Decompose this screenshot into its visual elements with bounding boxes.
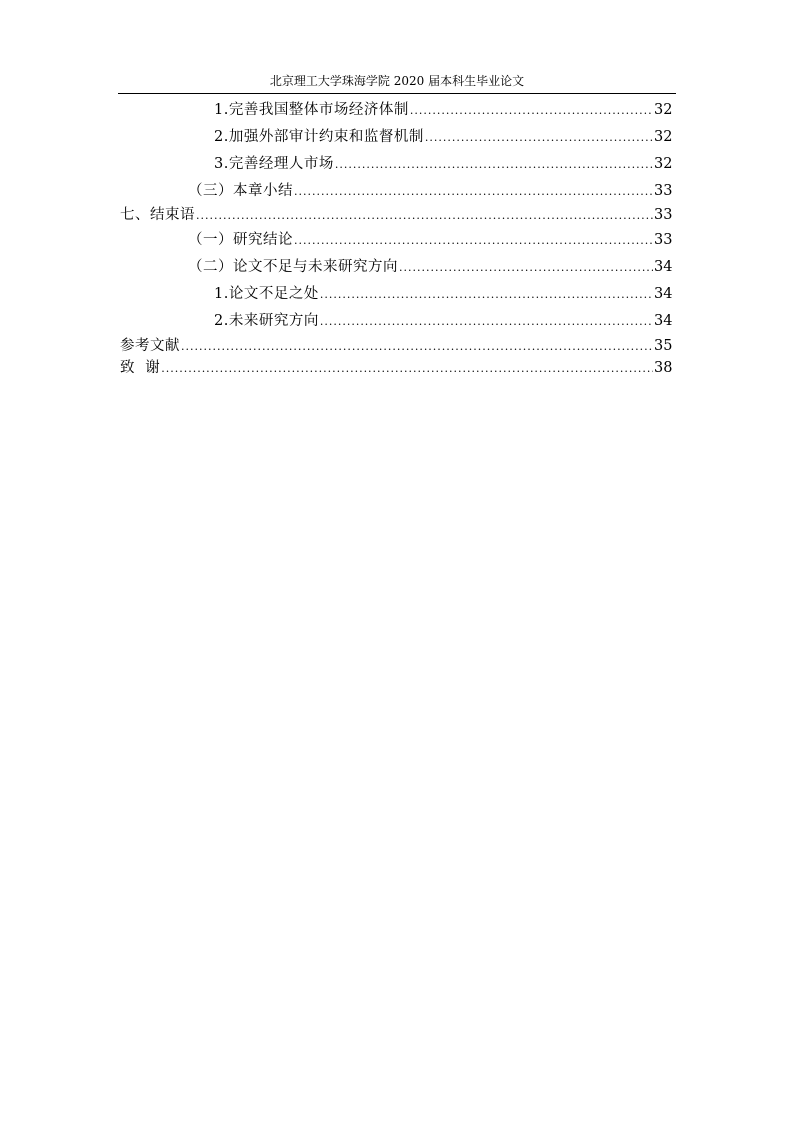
toc-entry-page: 34	[654, 259, 673, 275]
toc-entry-page: 34	[654, 313, 673, 329]
toc-entry[interactable]	[214, 284, 672, 304]
toc-dot-leader	[161, 359, 653, 379]
toc-entry[interactable]	[120, 336, 672, 356]
toc-entry-page: 32	[654, 129, 673, 145]
toc-dot-leader	[410, 101, 653, 121]
toc-entry[interactable]	[214, 100, 672, 120]
toc-entry-page: 33	[654, 183, 673, 199]
toc-dot-leader	[294, 182, 653, 202]
toc-entry-page: 35	[654, 338, 673, 354]
toc-entry-title: 2.加强外部审计约束和监督机制	[214, 129, 424, 145]
toc-entry[interactable]	[188, 181, 672, 201]
toc-entry[interactable]	[214, 127, 672, 147]
toc-entry[interactable]	[214, 154, 672, 174]
toc-entry-page: 34	[654, 286, 673, 302]
toc-entry-page: 32	[654, 156, 673, 172]
toc-entry-title: 致 谢	[120, 360, 161, 376]
toc-entry-title: 1.论文不足之处	[214, 286, 319, 302]
toc-entry-title: 七、结束语	[120, 207, 195, 223]
toc-entry[interactable]	[120, 358, 672, 378]
toc-entry-page: 33	[654, 207, 673, 223]
toc-entry[interactable]	[188, 230, 672, 250]
toc-entry-page: 32	[654, 102, 673, 118]
toc-entry[interactable]	[214, 311, 672, 331]
toc-dot-leader	[425, 128, 653, 148]
toc-entry-title: 2.未来研究方向	[214, 313, 319, 329]
toc-entry-title: 1.完善我国整体市场经济体制	[214, 102, 409, 118]
toc-dot-leader	[399, 258, 653, 278]
header-divider	[118, 93, 676, 94]
toc-entry-title: 参考文献	[120, 338, 180, 354]
toc-dot-leader	[320, 285, 653, 305]
toc-entry[interactable]	[188, 257, 672, 277]
toc-dot-leader	[320, 312, 653, 332]
page-header-title: 北京理工大学珠海学院 2020 届本科生毕业论文	[269, 74, 525, 88]
toc-entry-title: （一）研究结论	[188, 232, 293, 248]
toc-dot-leader	[181, 337, 653, 357]
toc-entry-page: 38	[654, 360, 673, 376]
toc-entry[interactable]	[120, 205, 672, 225]
toc-dot-leader	[196, 206, 653, 226]
toc-entry-page: 33	[654, 232, 673, 248]
toc-entry-title: （三）本章小结	[188, 183, 293, 199]
toc-dot-leader	[335, 155, 653, 175]
toc-entry-title: 3.完善经理人市场	[214, 156, 334, 172]
toc-entry-title: （二）论文不足与未来研究方向	[188, 259, 398, 275]
toc-dot-leader	[294, 231, 653, 251]
